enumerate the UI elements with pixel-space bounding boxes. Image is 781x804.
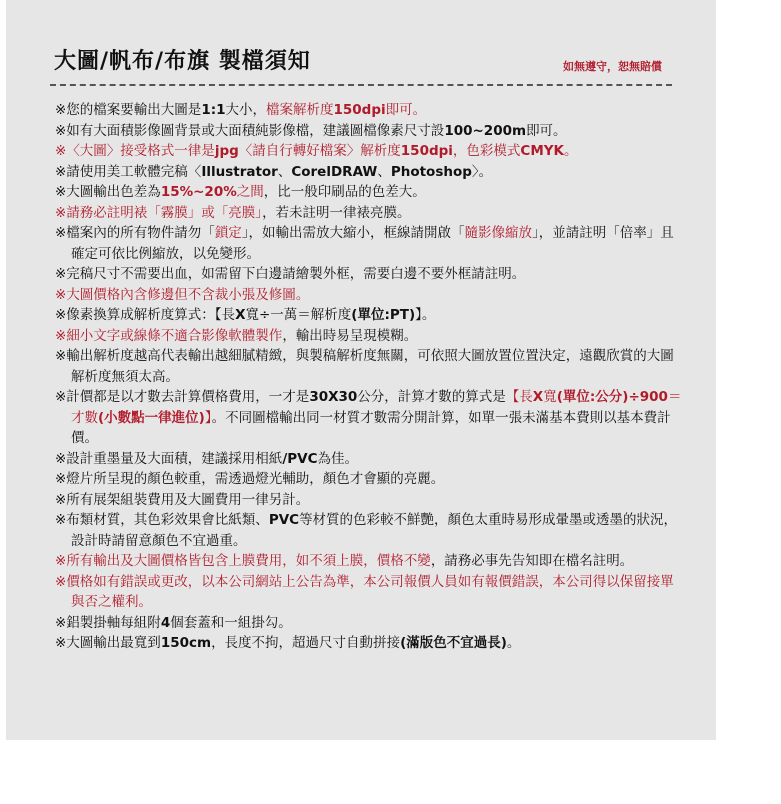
rule-item: ※所有輸出及大圖價格皆包含上膜費用，如不須上膜，價格不變，請務必事先告知即在檔名註明。 bbox=[55, 553, 634, 569]
rule-item: ※大圖輸出色差為15%~20%之間，比一般印刷品的色差大。 bbox=[55, 184, 426, 200]
rule-item: ※細小文字或線條不適合影像軟體製作，輸出時易呈現模糊。 bbox=[55, 327, 418, 344]
rules-list bbox=[55, 100, 685, 654]
rule-item: ※布類材質，其色彩效果會比紙類、PVC等材質的色彩較不鮮艷，顏色太重時易形成暈墨或透墨的狀況，設計時請留意顏色不宜過重。 bbox=[55, 512, 678, 549]
rule-item: ※所有展架組裝費用及大圖費用一律另計。 bbox=[55, 491, 310, 508]
rule-item: ※您的檔案要輸出大圖是1:1大小，檔案解析度150dpi即可。 bbox=[55, 102, 427, 118]
rule-item: ※燈片所呈現的顏色較重，需透過燈光輔助，顏色才會顯的亮麗。 bbox=[55, 471, 445, 487]
rule-item: ※價格如有錯誤或更改，以本公司網站上公告為準，本公司報價人員如有報價錯誤，本公司得以保留接單與否之權利。 bbox=[55, 573, 674, 610]
rule-item: ※檔案內的所有物件請勿「鎖定」，如輸出需放大縮小，框線請開啟「隨影像縮放」，並請註明「倍率」且確定可依比例縮放，以免變形。 bbox=[55, 225, 674, 262]
rule-item: ※大圖輸出最寬到150cm，長度不拘，超過尺寸自動拼接(滿版色不宜過長)。 bbox=[55, 635, 521, 651]
rule-item: ※請使用美工軟體完稿〈Illustrator、CorelDRAW、Photoshop〉。 bbox=[55, 163, 493, 180]
rule-item: ※請務必註明裱「霧膜」或「亮膜」，若未註明一律裱亮膜。 bbox=[55, 204, 411, 221]
rule-item: ※完稿尺寸不需要出血，如需留下白邊請繪製外框，需要白邊不要外框請註明。 bbox=[55, 266, 526, 282]
rule-item: ※大圖價格內含修邊但不含裁小張及修圖。 bbox=[55, 286, 310, 303]
rule-item: ※如有大面積影像圖背景或大面積純影像檔，建議圖檔像素尺寸設100~200m即可。 bbox=[55, 122, 567, 139]
rule-item: ※輸出解析度越高代表輸出越細膩精緻，與製稿解析度無關，可依照大圖放置位置決定，遠觀欣賞的大圖解析度無須太高。 bbox=[55, 348, 674, 385]
page-title: 大圖/帆布/布旗 製檔須知 bbox=[54, 49, 311, 74]
rule-item: ※計價都是以才數去計算價格費用，一才是30X30公分，計算才數的算式是【長X寬(單位:公分)÷900＝才數(小數點一律進位)】。不同圖檔輸出同一材質才數需分開計算，如單一張未滿基本費則以基本費計價。 bbox=[55, 389, 682, 446]
rule-item: ※鋁製掛軸每組附4個套蓋和一組掛勾。 bbox=[55, 614, 292, 631]
content-panel bbox=[6, 0, 716, 740]
header bbox=[50, 40, 672, 86]
rule-item: ※像素換算成解析度算式：【長X寬÷一萬＝解析度(單位:PT)】。 bbox=[55, 307, 436, 323]
disclaimer-notice: 如無遵守，恕無賠償 bbox=[563, 60, 662, 73]
rule-item: ※〈大圖〉接受格式一律是jpg〈請自行轉好檔案〉解析度150dpi，色彩模式CMYK。 bbox=[55, 143, 578, 159]
rule-item: ※設計重墨量及大面積，建議採用相紙/PVC為佳。 bbox=[55, 450, 358, 467]
